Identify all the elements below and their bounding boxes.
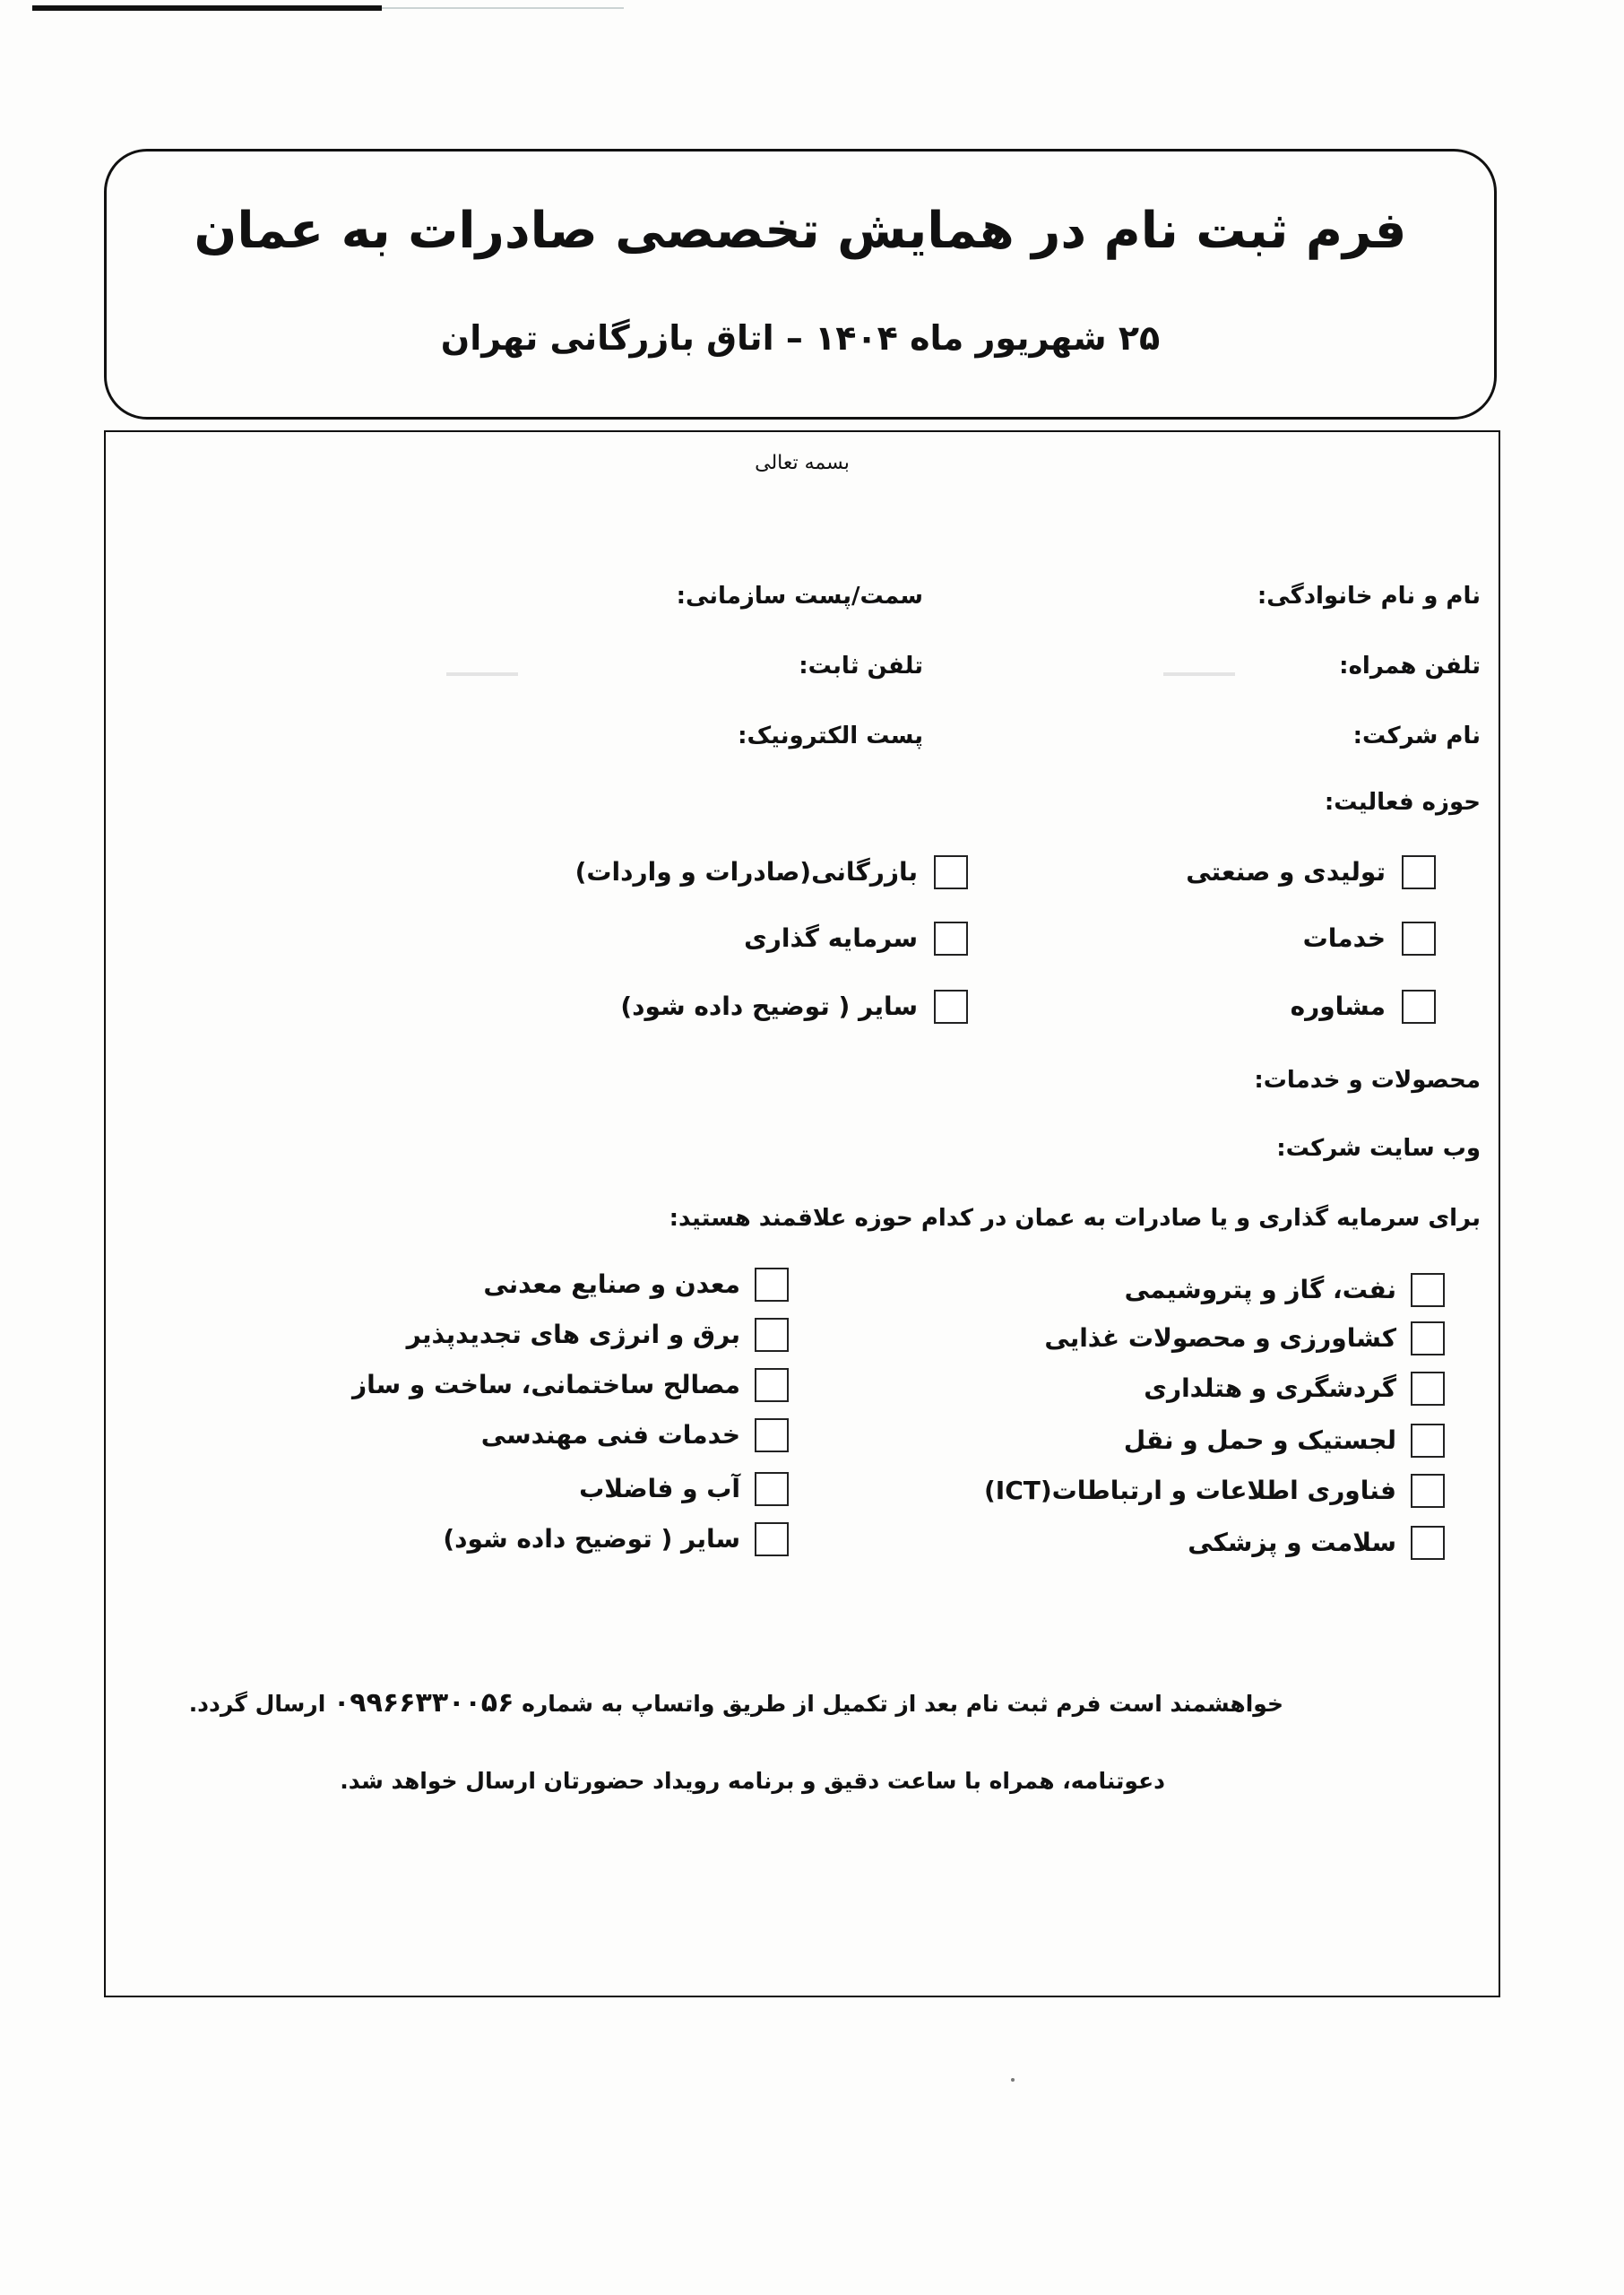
interest-option-left: خدمات فنی مهندسی: [480, 1420, 740, 1450]
option-services: خدمات: [1302, 923, 1386, 953]
interest-option-left: سایر ( توضیح داده شود): [443, 1524, 740, 1554]
interest-option-left: معدن و صنایع معدنی: [483, 1269, 740, 1299]
email-field[interactable]: پست الکترونیک:: [738, 723, 923, 749]
checkbox-logistics[interactable]: [1411, 1424, 1445, 1458]
option-consulting: مشاوره: [1290, 992, 1386, 1021]
header-box: [104, 149, 1497, 420]
website-field[interactable]: وب سایت شرکت:: [1276, 1135, 1481, 1162]
company-field[interactable]: نام شرکت:: [1352, 723, 1481, 749]
checkbox-water[interactable]: [755, 1472, 789, 1506]
interest-option-right: گردشگری و هتلداری: [1144, 1373, 1396, 1403]
interest-option-right: فناوری اطلاعات و ارتباطات(ICT): [984, 1476, 1396, 1505]
checkbox-agriculture[interactable]: [1411, 1321, 1445, 1355]
checkbox-other-activity[interactable]: [934, 990, 968, 1024]
scan-edge-line-faint: [382, 7, 624, 9]
scan-smudge: [1163, 672, 1235, 676]
option-manufacturing: تولیدی و صنعتی: [1186, 857, 1386, 887]
option-investment: سرمایه گذاری: [744, 923, 918, 953]
checkbox-health[interactable]: [1411, 1526, 1445, 1560]
scan-dot: [1011, 2078, 1015, 2082]
position-field[interactable]: سمت/پست سازمانی:: [676, 583, 923, 610]
whatsapp-note: [189, 1687, 1283, 1719]
interest-option-left: مصالح ساختمانی، ساخت و ساز: [352, 1370, 740, 1399]
form-title: فرم ثبت نام در همایش تخصصی صادرات به عمان: [194, 202, 1407, 260]
checkbox-commercial[interactable]: [934, 855, 968, 889]
interest-option-right: نفت، گاز و پتروشیمی: [1124, 1275, 1396, 1304]
checkbox-ict[interactable]: [1411, 1474, 1445, 1508]
interest-option-left: آب و فاضلاب: [579, 1474, 740, 1503]
checkbox-mining[interactable]: [755, 1268, 789, 1302]
full-name-field[interactable]: نام و نام خانوادگی:: [1257, 583, 1481, 610]
whatsapp-note-prefix: خواهشمند است فرم ثبت نام بعد از تکمیل از طریق واتساپ به شماره: [522, 1691, 1283, 1717]
checkbox-energy[interactable]: [755, 1318, 789, 1352]
option-commercial: بازرگانی(صادرات و واردات): [574, 857, 918, 887]
interest-option-right: سلامت و پزشکی: [1188, 1528, 1396, 1557]
interest-option-left: برق و انرژی های تجدیدپذیر: [406, 1320, 740, 1349]
whatsapp-note-suffix: ارسال گردد.: [188, 1691, 326, 1717]
interest-option-right: لجستیک و حمل و نقل: [1123, 1425, 1396, 1455]
checkbox-oil-gas[interactable]: [1411, 1273, 1445, 1307]
basmala: بسمه تعالی: [755, 452, 850, 474]
landline-field[interactable]: تلفن ثابت:: [799, 653, 923, 680]
checkbox-construction[interactable]: [755, 1368, 789, 1402]
checkbox-investment[interactable]: [934, 922, 968, 956]
checkbox-services[interactable]: [1402, 922, 1436, 956]
option-other-activity: سایر ( توضیح داده شود): [620, 992, 918, 1021]
mobile-field[interactable]: تلفن همراه:: [1339, 653, 1481, 680]
checkbox-tourism[interactable]: [1411, 1372, 1445, 1406]
event-date-venue: ۲۵ شهریور ماه ۱۴۰۴ – اتاق بازرگانی تهران: [440, 318, 1161, 358]
checkbox-manufacturing[interactable]: [1402, 855, 1436, 889]
checkbox-other-interest[interactable]: [755, 1522, 789, 1556]
interest-option-right: کشاورزی و محصولات غذایی: [1044, 1323, 1396, 1353]
registration-form: [104, 430, 1500, 1997]
whatsapp-number: ۰۹۹۶۶۳۳۰۰۵۶: [333, 1687, 514, 1719]
scan-smudge: [446, 672, 518, 676]
checkbox-consulting[interactable]: [1402, 990, 1436, 1024]
products-field[interactable]: محصولات و خدمات:: [1254, 1067, 1481, 1094]
invitation-note: دعوتنامه، همراه با ساعت دقیق و برنامه رویداد حضورتان ارسال خواهد شد.: [340, 1768, 1165, 1794]
checkbox-engineering[interactable]: [755, 1418, 789, 1452]
scan-edge-line: [32, 5, 382, 11]
activity-field-label: حوزه فعالیت:: [1324, 789, 1481, 816]
interest-question: برای سرمایه گذاری و یا صادرات به عمان در کدام حوزه علاقمند هستید:: [669, 1205, 1481, 1232]
